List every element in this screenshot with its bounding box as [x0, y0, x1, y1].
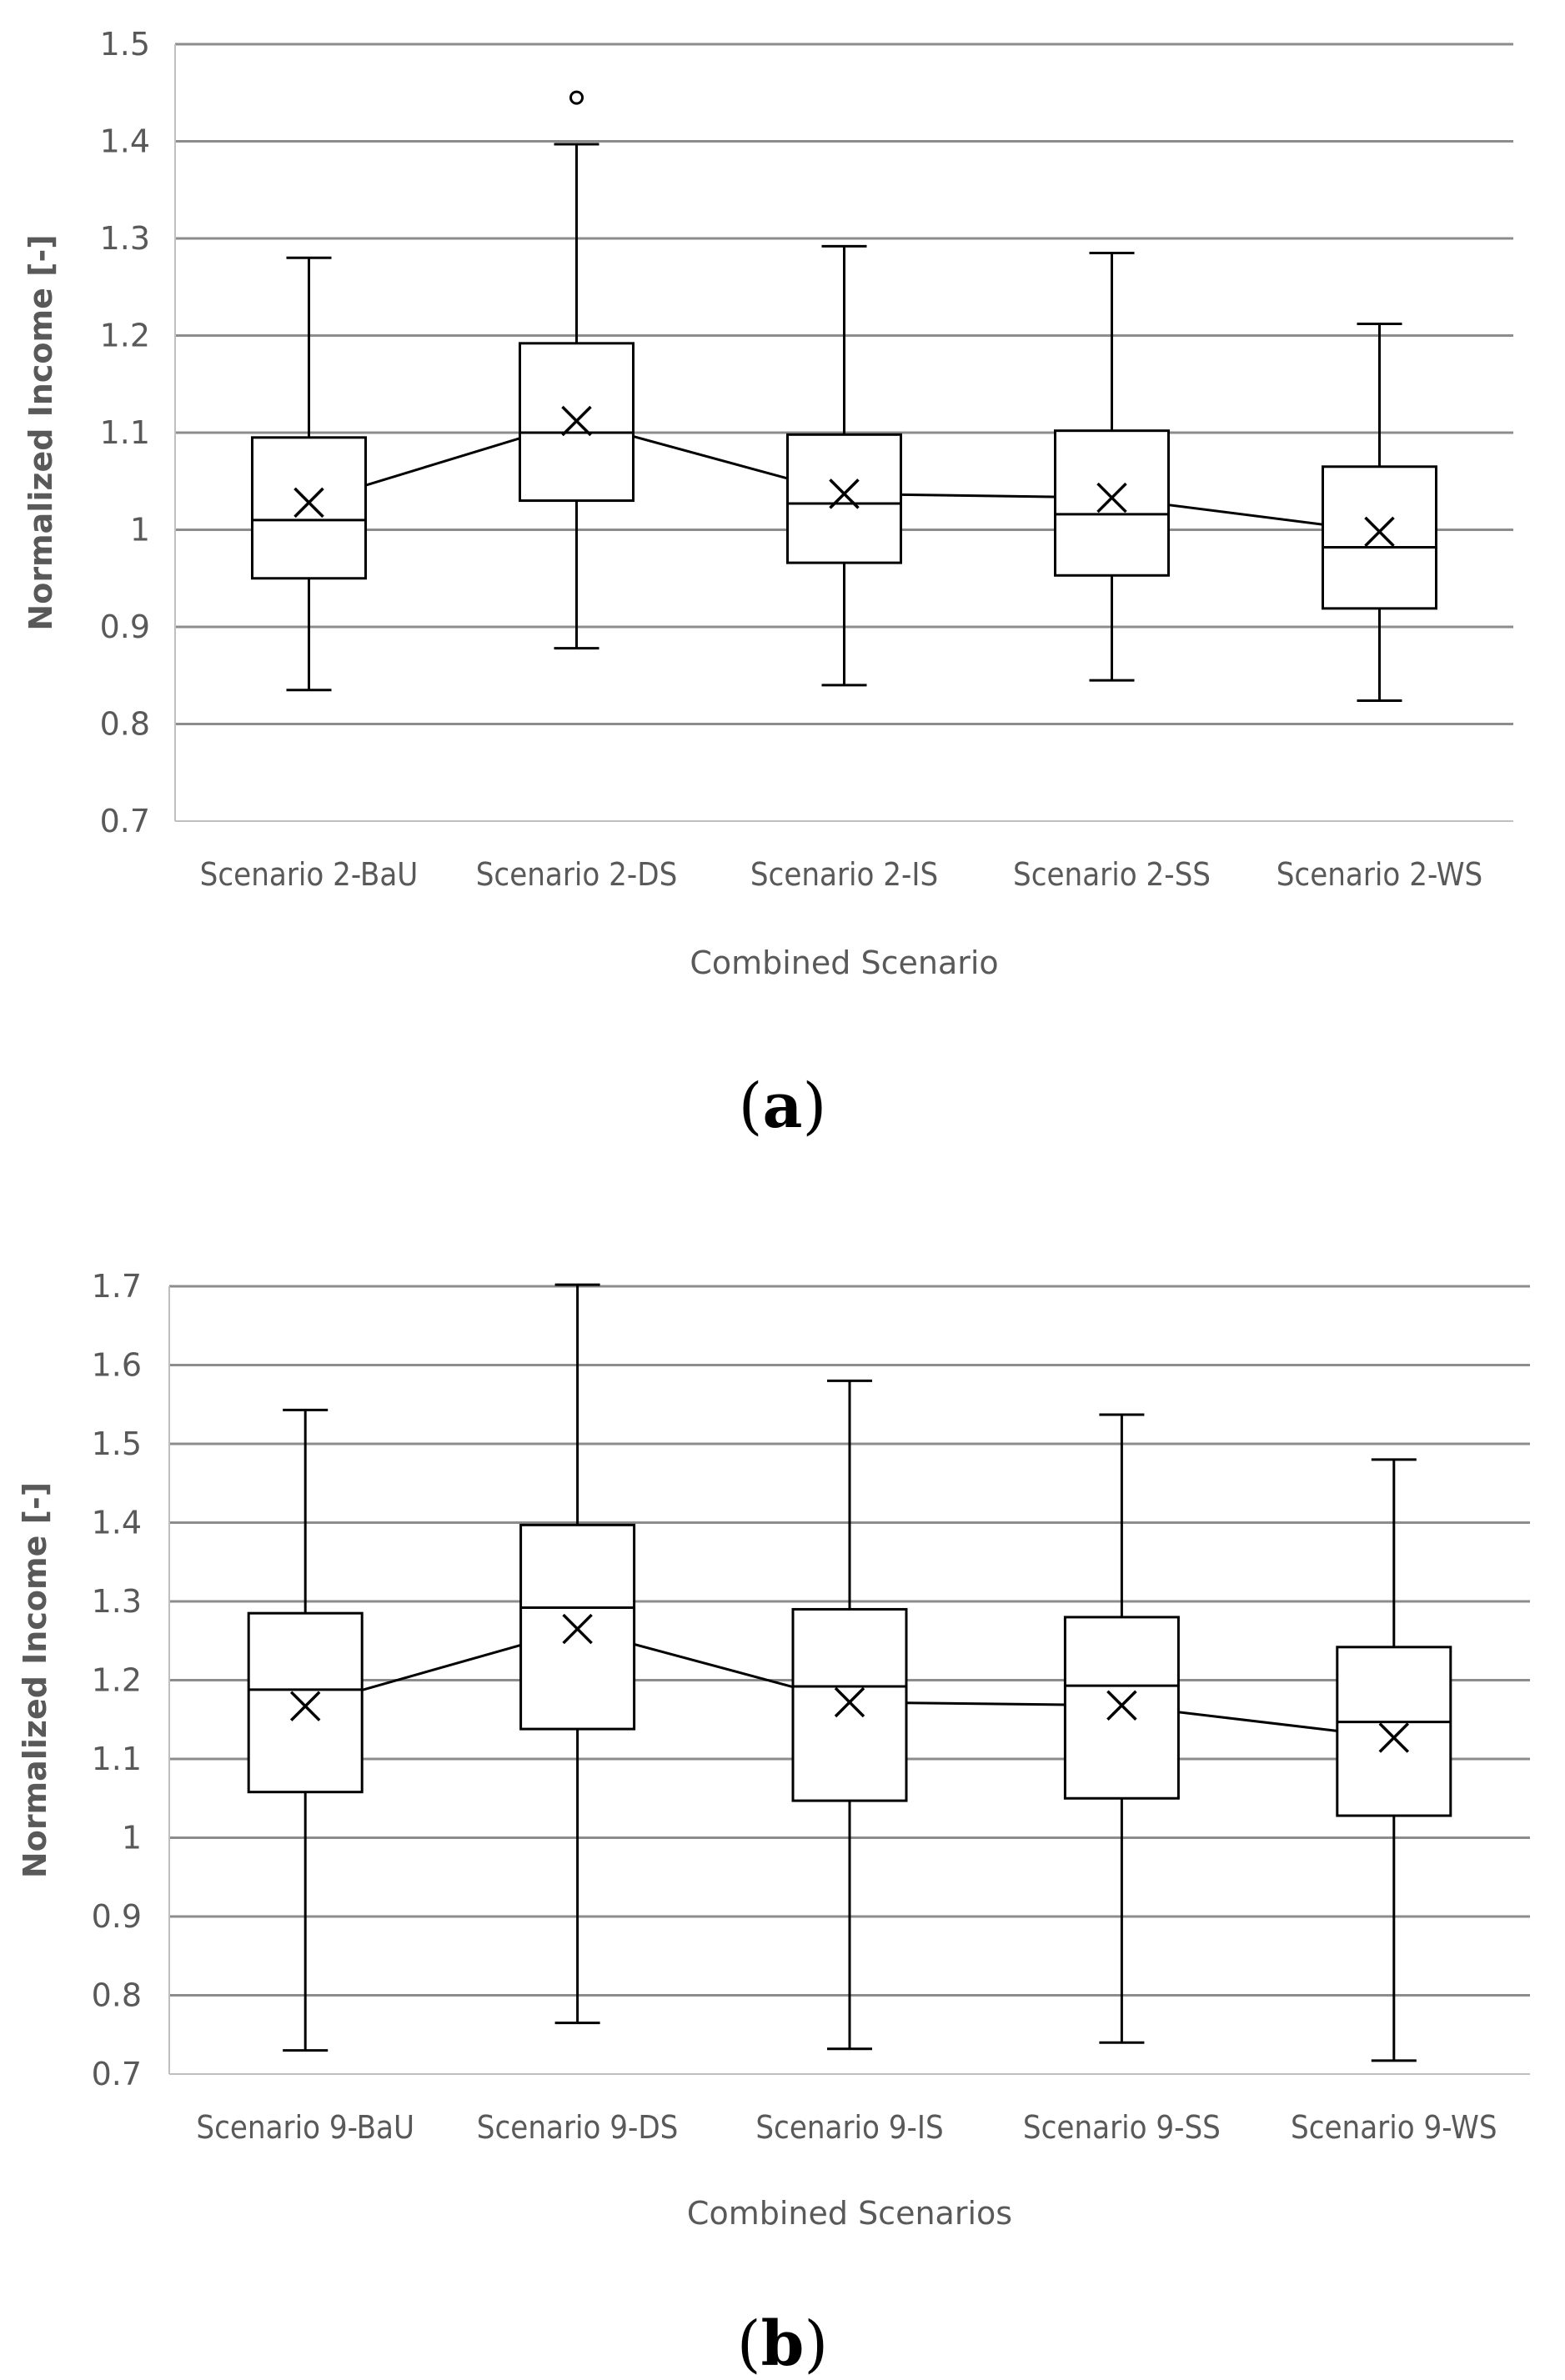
y-tick-label: 0.9 [99, 609, 150, 645]
chart-b [0, 1234, 1565, 2317]
box-2 [520, 92, 634, 649]
box-4 [1056, 253, 1169, 680]
y-tick-label: 1.2 [99, 317, 150, 354]
y-tick-label: 0.9 [91, 1898, 142, 1935]
x-tick-label: Scenario 2-BaU [199, 856, 419, 893]
y-tick-label: 1.3 [99, 220, 150, 257]
outlier-point [571, 92, 583, 103]
x-tick-label: Scenario 9-SS [1022, 2109, 1221, 2146]
y-tick-label: 1.5 [99, 26, 150, 63]
iqr-box [788, 434, 901, 563]
y-tick-label: 1.3 [91, 1583, 142, 1620]
iqr-box [793, 1609, 906, 1801]
x-axis-title: Combined Scenarios [686, 2195, 1013, 2232]
y-tick-label: 1 [129, 511, 150, 549]
x-tick-label: Scenario 2-IS [750, 856, 939, 893]
x-axis-title: Combined Scenario [690, 944, 999, 981]
box-3 [788, 246, 901, 685]
box-4 [1065, 1415, 1178, 2042]
x-tick-label: Scenario 2-DS [475, 856, 678, 893]
iqr-box [1056, 431, 1169, 576]
box-5 [1337, 1460, 1451, 2061]
y-tick-label: 1.1 [99, 414, 150, 451]
y-tick-label: 1 [121, 1819, 142, 1856]
chart-a [0, 0, 1565, 1042]
y-tick-label: 0.7 [91, 2056, 142, 2092]
y-tick-label: 0.7 [99, 803, 150, 839]
y-tick-label: 1.5 [91, 1425, 142, 1462]
x-tick-label: Scenario 9-WS [1291, 2109, 1497, 2146]
iqr-box [1337, 1647, 1451, 1816]
box-5 [1323, 324, 1437, 701]
y-axis-title: Normalized Income [-] [23, 234, 59, 631]
y-tick-label: 1.2 [91, 1661, 142, 1699]
caption-b: (b) [736, 2308, 829, 2380]
y-tick-label: 0.8 [99, 705, 150, 743]
x-tick-label: Scenario 2-WS [1276, 856, 1483, 893]
x-tick-label: Scenario 9-DS [476, 2109, 679, 2146]
iqr-box [253, 438, 366, 579]
iqr-box [248, 1613, 362, 1792]
caption-a: (a) [738, 1070, 827, 1142]
x-tick-label: Scenario 9-IS [755, 2109, 944, 2146]
box-1 [253, 258, 366, 689]
y-tick-label: 0.8 [91, 1977, 142, 2014]
y-tick-label: 1.4 [99, 123, 150, 160]
y-tick-label: 1.6 [91, 1346, 142, 1384]
box-3 [793, 1380, 906, 2048]
y-tick-label: 1.1 [91, 1741, 142, 1777]
x-tick-label: Scenario 9-BaU [196, 2109, 415, 2146]
y-axis-title: Normalized Income [-] [17, 1481, 53, 1879]
box-2 [521, 1285, 635, 2022]
box-1 [248, 1410, 362, 2050]
y-tick-label: 1.4 [91, 1504, 142, 1541]
x-tick-label: Scenario 2-SS [1013, 856, 1211, 893]
iqr-box [1323, 467, 1437, 609]
y-tick-label: 1.7 [91, 1268, 142, 1305]
iqr-box [1065, 1617, 1178, 1798]
